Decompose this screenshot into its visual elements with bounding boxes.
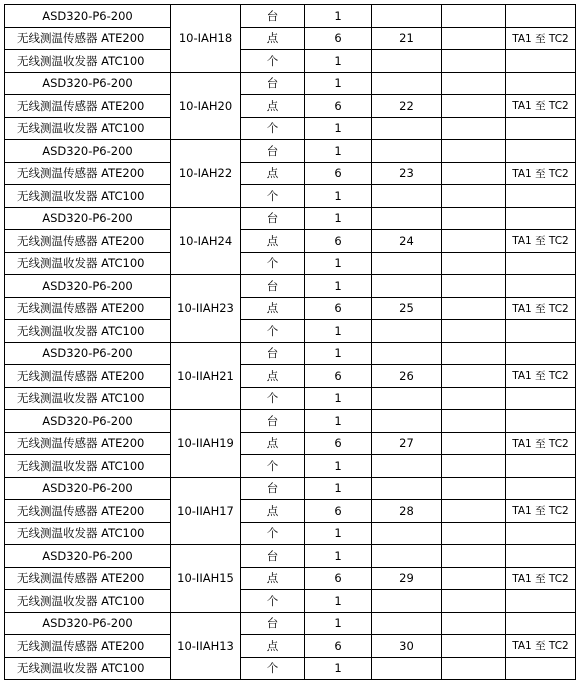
unit-cell: 个 — [241, 657, 305, 680]
unit-cell: 点 — [241, 365, 305, 388]
range-cell: TA1 至 TC2 — [506, 230, 576, 253]
item-name-cell: ASD320-P6-200 — [5, 140, 171, 163]
quantity-cell: 6 — [305, 297, 372, 320]
quantity-cell: 1 — [305, 72, 372, 95]
point-number-cell: 24 — [372, 230, 442, 253]
item-name-cell: ASD320-P6-200 — [5, 545, 171, 568]
item-name-cell: 无线测温传感器 ATE200 — [5, 230, 171, 253]
unit-cell: 台 — [241, 5, 305, 28]
item-name-cell: 无线测温收发器 ATC100 — [5, 320, 171, 343]
quantity-cell: 6 — [305, 500, 372, 523]
empty-cell — [506, 455, 576, 478]
table-row — [5, 567, 576, 590]
range-cell: TA1 至 TC2 — [506, 297, 576, 320]
item-name-cell: 无线测温传感器 ATE200 — [5, 297, 171, 320]
item-name-cell: ASD320-P6-200 — [5, 612, 171, 635]
unit-cell: 台 — [241, 72, 305, 95]
unit-cell: 点 — [241, 95, 305, 118]
empty-cell — [506, 657, 576, 680]
table-row — [5, 207, 576, 230]
empty-cell — [442, 477, 506, 500]
item-name-cell: 无线测温收发器 ATC100 — [5, 117, 171, 140]
empty-cell — [442, 252, 506, 275]
item-name-cell: ASD320-P6-200 — [5, 207, 171, 230]
table-row — [5, 522, 576, 545]
empty-cell — [442, 500, 506, 523]
empty-cell — [506, 477, 576, 500]
unit-cell: 个 — [241, 252, 305, 275]
point-number-cell: 30 — [372, 635, 442, 658]
unit-cell: 个 — [241, 320, 305, 343]
table-row — [5, 275, 576, 298]
unit-cell: 个 — [241, 590, 305, 613]
empty-cell — [372, 522, 442, 545]
empty-cell — [506, 275, 576, 298]
unit-cell: 点 — [241, 567, 305, 590]
unit-cell: 点 — [241, 230, 305, 253]
item-name-cell: 无线测温收发器 ATC100 — [5, 252, 171, 275]
empty-cell — [506, 387, 576, 410]
item-name-cell: ASD320-P6-200 — [5, 5, 171, 28]
empty-cell — [372, 410, 442, 433]
device-tag-cell: 10-IIAH21 — [171, 342, 241, 410]
empty-cell — [506, 140, 576, 163]
empty-cell — [442, 230, 506, 253]
unit-cell: 台 — [241, 410, 305, 433]
quantity-cell: 1 — [305, 207, 372, 230]
item-name-cell: 无线测温传感器 ATE200 — [5, 567, 171, 590]
item-name-cell: 无线测温收发器 ATC100 — [5, 185, 171, 208]
quantity-cell: 1 — [305, 342, 372, 365]
device-tag-cell: 10-IAH20 — [171, 72, 241, 140]
unit-cell: 台 — [241, 140, 305, 163]
empty-cell — [372, 612, 442, 635]
empty-cell — [442, 27, 506, 50]
empty-cell — [442, 410, 506, 433]
empty-cell — [442, 140, 506, 163]
unit-cell: 点 — [241, 27, 305, 50]
quantity-cell: 1 — [305, 477, 372, 500]
empty-cell — [372, 50, 442, 73]
table-row — [5, 342, 576, 365]
empty-cell — [442, 162, 506, 185]
empty-cell — [506, 117, 576, 140]
empty-cell — [442, 567, 506, 590]
item-name-cell: 无线测温收发器 ATC100 — [5, 387, 171, 410]
table-row — [5, 320, 576, 343]
empty-cell — [506, 590, 576, 613]
table-row — [5, 387, 576, 410]
empty-cell — [506, 185, 576, 208]
range-cell: TA1 至 TC2 — [506, 500, 576, 523]
empty-cell — [442, 545, 506, 568]
table-row — [5, 365, 576, 388]
empty-cell — [372, 185, 442, 208]
unit-cell: 个 — [241, 387, 305, 410]
table-row — [5, 297, 576, 320]
point-number-cell: 28 — [372, 500, 442, 523]
quantity-cell: 6 — [305, 230, 372, 253]
empty-cell — [506, 545, 576, 568]
empty-cell — [506, 5, 576, 28]
empty-cell — [372, 252, 442, 275]
unit-cell: 个 — [241, 50, 305, 73]
device-tag-cell: 10-IIAH19 — [171, 410, 241, 478]
quantity-cell: 1 — [305, 320, 372, 343]
quantity-cell: 6 — [305, 365, 372, 388]
quantity-cell: 1 — [305, 387, 372, 410]
empty-cell — [372, 140, 442, 163]
quantity-cell: 1 — [305, 455, 372, 478]
empty-cell — [442, 185, 506, 208]
range-cell: TA1 至 TC2 — [506, 162, 576, 185]
table-row — [5, 27, 576, 50]
empty-cell — [372, 455, 442, 478]
item-name-cell: ASD320-P6-200 — [5, 275, 171, 298]
empty-cell — [442, 50, 506, 73]
quantity-cell: 1 — [305, 117, 372, 140]
point-number-cell: 22 — [372, 95, 442, 118]
empty-cell — [372, 387, 442, 410]
empty-cell — [442, 365, 506, 388]
table-row — [5, 252, 576, 275]
empty-cell — [442, 455, 506, 478]
empty-cell — [372, 320, 442, 343]
unit-cell: 台 — [241, 612, 305, 635]
empty-cell — [442, 635, 506, 658]
empty-cell — [442, 432, 506, 455]
table-row — [5, 72, 576, 95]
item-name-cell: 无线测温传感器 ATE200 — [5, 162, 171, 185]
quantity-cell: 6 — [305, 95, 372, 118]
unit-cell: 台 — [241, 477, 305, 500]
quantity-cell: 1 — [305, 590, 372, 613]
unit-cell: 个 — [241, 117, 305, 140]
table-row — [5, 590, 576, 613]
table-row — [5, 612, 576, 635]
unit-cell: 个 — [241, 185, 305, 208]
equipment-table — [4, 4, 576, 680]
device-tag-cell: 10-IAH22 — [171, 140, 241, 208]
item-name-cell: 无线测温传感器 ATE200 — [5, 95, 171, 118]
table-row — [5, 117, 576, 140]
quantity-cell: 6 — [305, 567, 372, 590]
empty-cell — [506, 342, 576, 365]
table-row — [5, 95, 576, 118]
unit-cell: 个 — [241, 522, 305, 545]
empty-cell — [506, 50, 576, 73]
item-name-cell: 无线测温收发器 ATC100 — [5, 50, 171, 73]
item-name-cell: ASD320-P6-200 — [5, 477, 171, 500]
empty-cell — [372, 5, 442, 28]
table-row — [5, 185, 576, 208]
quantity-cell: 1 — [305, 5, 372, 28]
quantity-cell: 6 — [305, 162, 372, 185]
item-name-cell: ASD320-P6-200 — [5, 342, 171, 365]
quantity-cell: 1 — [305, 140, 372, 163]
table-row — [5, 230, 576, 253]
quantity-cell: 1 — [305, 545, 372, 568]
range-cell: TA1 至 TC2 — [506, 365, 576, 388]
item-name-cell: ASD320-P6-200 — [5, 410, 171, 433]
empty-cell — [442, 522, 506, 545]
range-cell: TA1 至 TC2 — [506, 95, 576, 118]
quantity-cell: 1 — [305, 252, 372, 275]
empty-cell — [506, 72, 576, 95]
range-cell: TA1 至 TC2 — [506, 635, 576, 658]
item-name-cell: 无线测温传感器 ATE200 — [5, 365, 171, 388]
empty-cell — [442, 342, 506, 365]
empty-cell — [372, 342, 442, 365]
unit-cell: 点 — [241, 635, 305, 658]
range-cell: TA1 至 TC2 — [506, 432, 576, 455]
device-tag-cell: 10-IAH24 — [171, 207, 241, 275]
quantity-cell: 1 — [305, 50, 372, 73]
quantity-cell: 1 — [305, 275, 372, 298]
empty-cell — [506, 252, 576, 275]
quantity-cell: 6 — [305, 432, 372, 455]
empty-cell — [442, 275, 506, 298]
table-row — [5, 162, 576, 185]
table-row — [5, 432, 576, 455]
point-number-cell: 21 — [372, 27, 442, 50]
empty-cell — [372, 207, 442, 230]
empty-cell — [442, 72, 506, 95]
point-number-cell: 25 — [372, 297, 442, 320]
empty-cell — [506, 207, 576, 230]
empty-cell — [372, 657, 442, 680]
empty-cell — [372, 72, 442, 95]
unit-cell: 点 — [241, 500, 305, 523]
empty-cell — [506, 522, 576, 545]
empty-cell — [442, 95, 506, 118]
empty-cell — [442, 207, 506, 230]
point-number-cell: 27 — [372, 432, 442, 455]
table-row — [5, 50, 576, 73]
table-row — [5, 455, 576, 478]
table-row — [5, 140, 576, 163]
item-name-cell: 无线测温传感器 ATE200 — [5, 432, 171, 455]
empty-cell — [506, 612, 576, 635]
device-tag-cell: 10-IIAH23 — [171, 275, 241, 343]
quantity-cell: 6 — [305, 635, 372, 658]
table-row — [5, 545, 576, 568]
quantity-cell: 1 — [305, 410, 372, 433]
quantity-cell: 1 — [305, 522, 372, 545]
quantity-cell: 1 — [305, 185, 372, 208]
table-row — [5, 657, 576, 680]
device-tag-cell: 10-IAH18 — [171, 5, 241, 73]
quantity-cell: 1 — [305, 657, 372, 680]
empty-cell — [442, 657, 506, 680]
range-cell: TA1 至 TC2 — [506, 27, 576, 50]
table-row — [5, 500, 576, 523]
table-row — [5, 477, 576, 500]
device-tag-cell: 10-IIAH17 — [171, 477, 241, 545]
empty-cell — [442, 297, 506, 320]
empty-cell — [442, 117, 506, 140]
unit-cell: 台 — [241, 275, 305, 298]
empty-cell — [372, 545, 442, 568]
device-tag-cell: 10-IIAH13 — [171, 612, 241, 680]
item-name-cell: 无线测温收发器 ATC100 — [5, 657, 171, 680]
device-tag-cell: 10-IIAH15 — [171, 545, 241, 613]
table-row — [5, 5, 576, 28]
quantity-cell: 6 — [305, 27, 372, 50]
table-row — [5, 635, 576, 658]
empty-cell — [372, 275, 442, 298]
empty-cell — [372, 117, 442, 140]
unit-cell: 点 — [241, 432, 305, 455]
empty-cell — [442, 590, 506, 613]
unit-cell: 台 — [241, 342, 305, 365]
unit-cell: 台 — [241, 545, 305, 568]
point-number-cell: 29 — [372, 567, 442, 590]
empty-cell — [442, 387, 506, 410]
point-number-cell: 26 — [372, 365, 442, 388]
item-name-cell: 无线测温传感器 ATE200 — [5, 500, 171, 523]
quantity-cell: 1 — [305, 612, 372, 635]
unit-cell: 个 — [241, 455, 305, 478]
table-row — [5, 410, 576, 433]
range-cell: TA1 至 TC2 — [506, 567, 576, 590]
empty-cell — [372, 477, 442, 500]
item-name-cell: ASD320-P6-200 — [5, 72, 171, 95]
point-number-cell: 23 — [372, 162, 442, 185]
unit-cell: 点 — [241, 162, 305, 185]
empty-cell — [372, 590, 442, 613]
empty-cell — [442, 5, 506, 28]
item-name-cell: 无线测温收发器 ATC100 — [5, 522, 171, 545]
empty-cell — [506, 410, 576, 433]
item-name-cell: 无线测温收发器 ATC100 — [5, 455, 171, 478]
unit-cell: 点 — [241, 297, 305, 320]
item-name-cell: 无线测温收发器 ATC100 — [5, 590, 171, 613]
item-name-cell: 无线测温传感器 ATE200 — [5, 635, 171, 658]
empty-cell — [442, 612, 506, 635]
empty-cell — [506, 320, 576, 343]
unit-cell: 台 — [241, 207, 305, 230]
empty-cell — [442, 320, 506, 343]
item-name-cell: 无线测温传感器 ATE200 — [5, 27, 171, 50]
